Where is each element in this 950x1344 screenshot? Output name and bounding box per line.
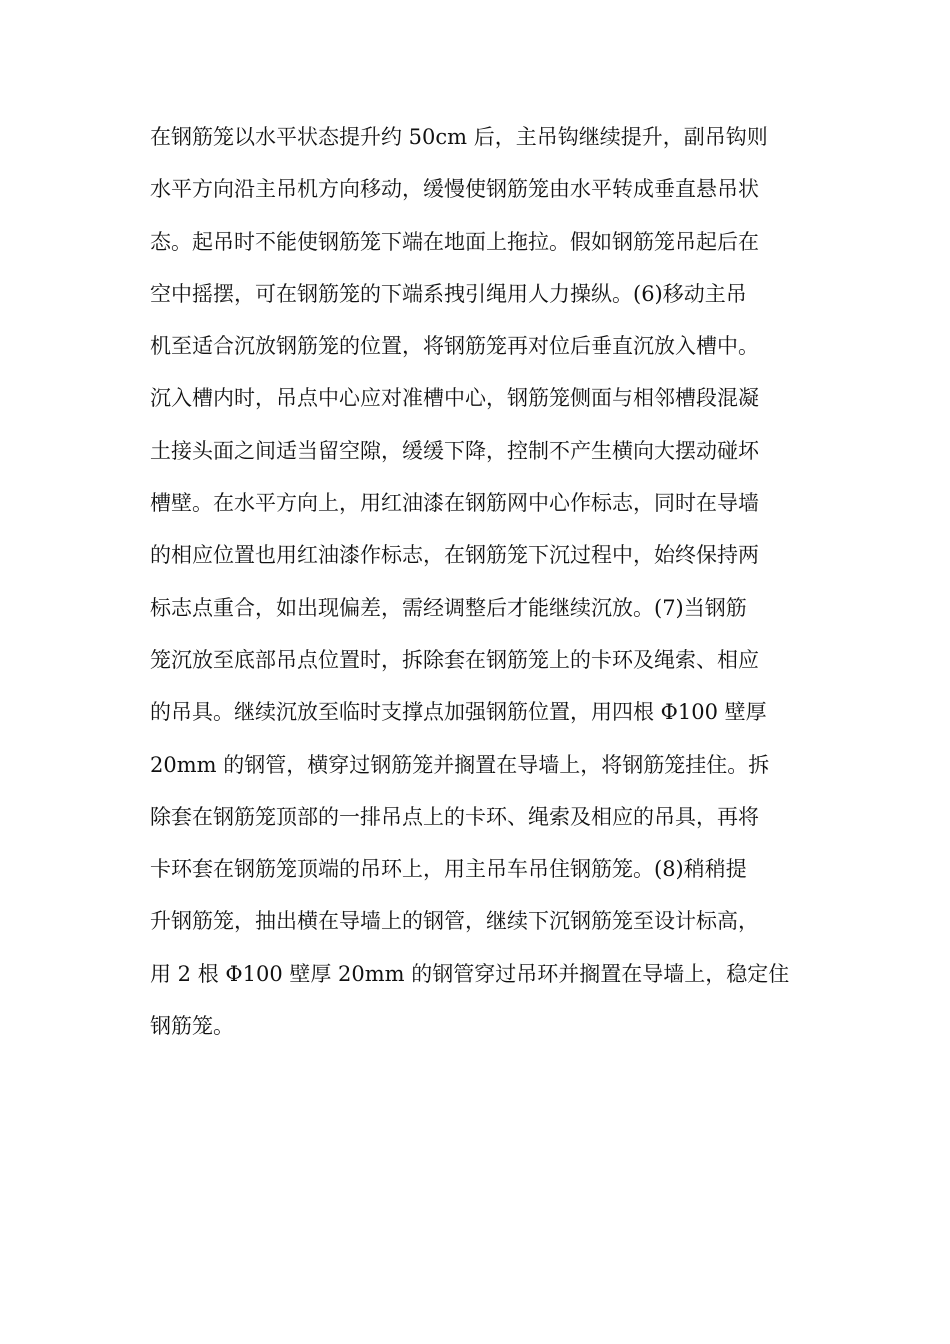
paragraph-line: 钢筋笼。 [150, 1014, 234, 1039]
paragraph-line: 在钢筋笼以水平状态提升约 50cm 后，主吊钩继续提升，副吊钩则 [150, 125, 768, 149]
paragraph-line: 槽壁。在水平方向上，用红油漆在钢筋网中心作标志，同时在导墙 [150, 491, 759, 516]
paragraph-line: 笼沉放至底部吊点位置时，拆除套在钢筋笼上的卡环及绳索、相应 [150, 647, 759, 672]
paragraph-line: 用 2 根 Φ100 壁厚 20mm 的钢管穿过吊环并搁置在导墙上，稳定住 [150, 961, 790, 986]
paragraph-line: 水平方向沿主吊机方向移动，缓慢使钢筋笼由水平转成垂直悬吊状 [150, 177, 759, 202]
paragraph-line: 标志点重合，如出现偏差，需经调整后才能继续沉放。(7)当钢筋 [150, 595, 747, 620]
paragraph-line: 20mm 的钢管，横穿过钢筋笼并搁置在导墙上，将钢筋笼挂住。拆 [150, 752, 770, 777]
body-paragraph [150, 111, 800, 1052]
paragraph-line: 空中摇摆，可在钢筋笼的下端系拽引绳用人力操纵。(6)移动主吊 [150, 281, 747, 306]
paragraph-line: 除套在钢筋笼顶部的一排吊点上的卡环、绳索及相应的吊具，再将 [150, 804, 759, 829]
paragraph-line: 的相应位置也用红油漆作标志，在钢筋笼下沉过程中，始终保持两 [150, 543, 759, 568]
paragraph-line: 卡环套在钢筋笼顶端的吊环上，用主吊车吊住钢筋笼。(8)稍稍提 [150, 857, 747, 882]
paragraph-line: 机至适合沉放钢筋笼的位置，将钢筋笼再对位后垂直沉放入槽中。 [150, 334, 759, 359]
paragraph-line: 的吊具。继续沉放至临时支撑点加强钢筋位置，用四根 Φ100 壁厚 [150, 700, 767, 725]
paragraph-line: 升钢筋笼，抽出横在导墙上的钢管，继续下沉钢筋笼至设计标高， [150, 909, 759, 934]
paragraph-line: 态。起吊时不能使钢筋笼下端在地面上拖拉。假如钢筋笼吊起后在 [150, 229, 759, 254]
paragraph-line: 土接头面之间适当留空隙，缓缓下降，控制不产生横向大摆动碰坏 [150, 438, 759, 463]
paragraph-line: 沉入槽内时，吊点中心应对准槽中心，钢筋笼侧面与相邻槽段混凝 [150, 386, 759, 411]
